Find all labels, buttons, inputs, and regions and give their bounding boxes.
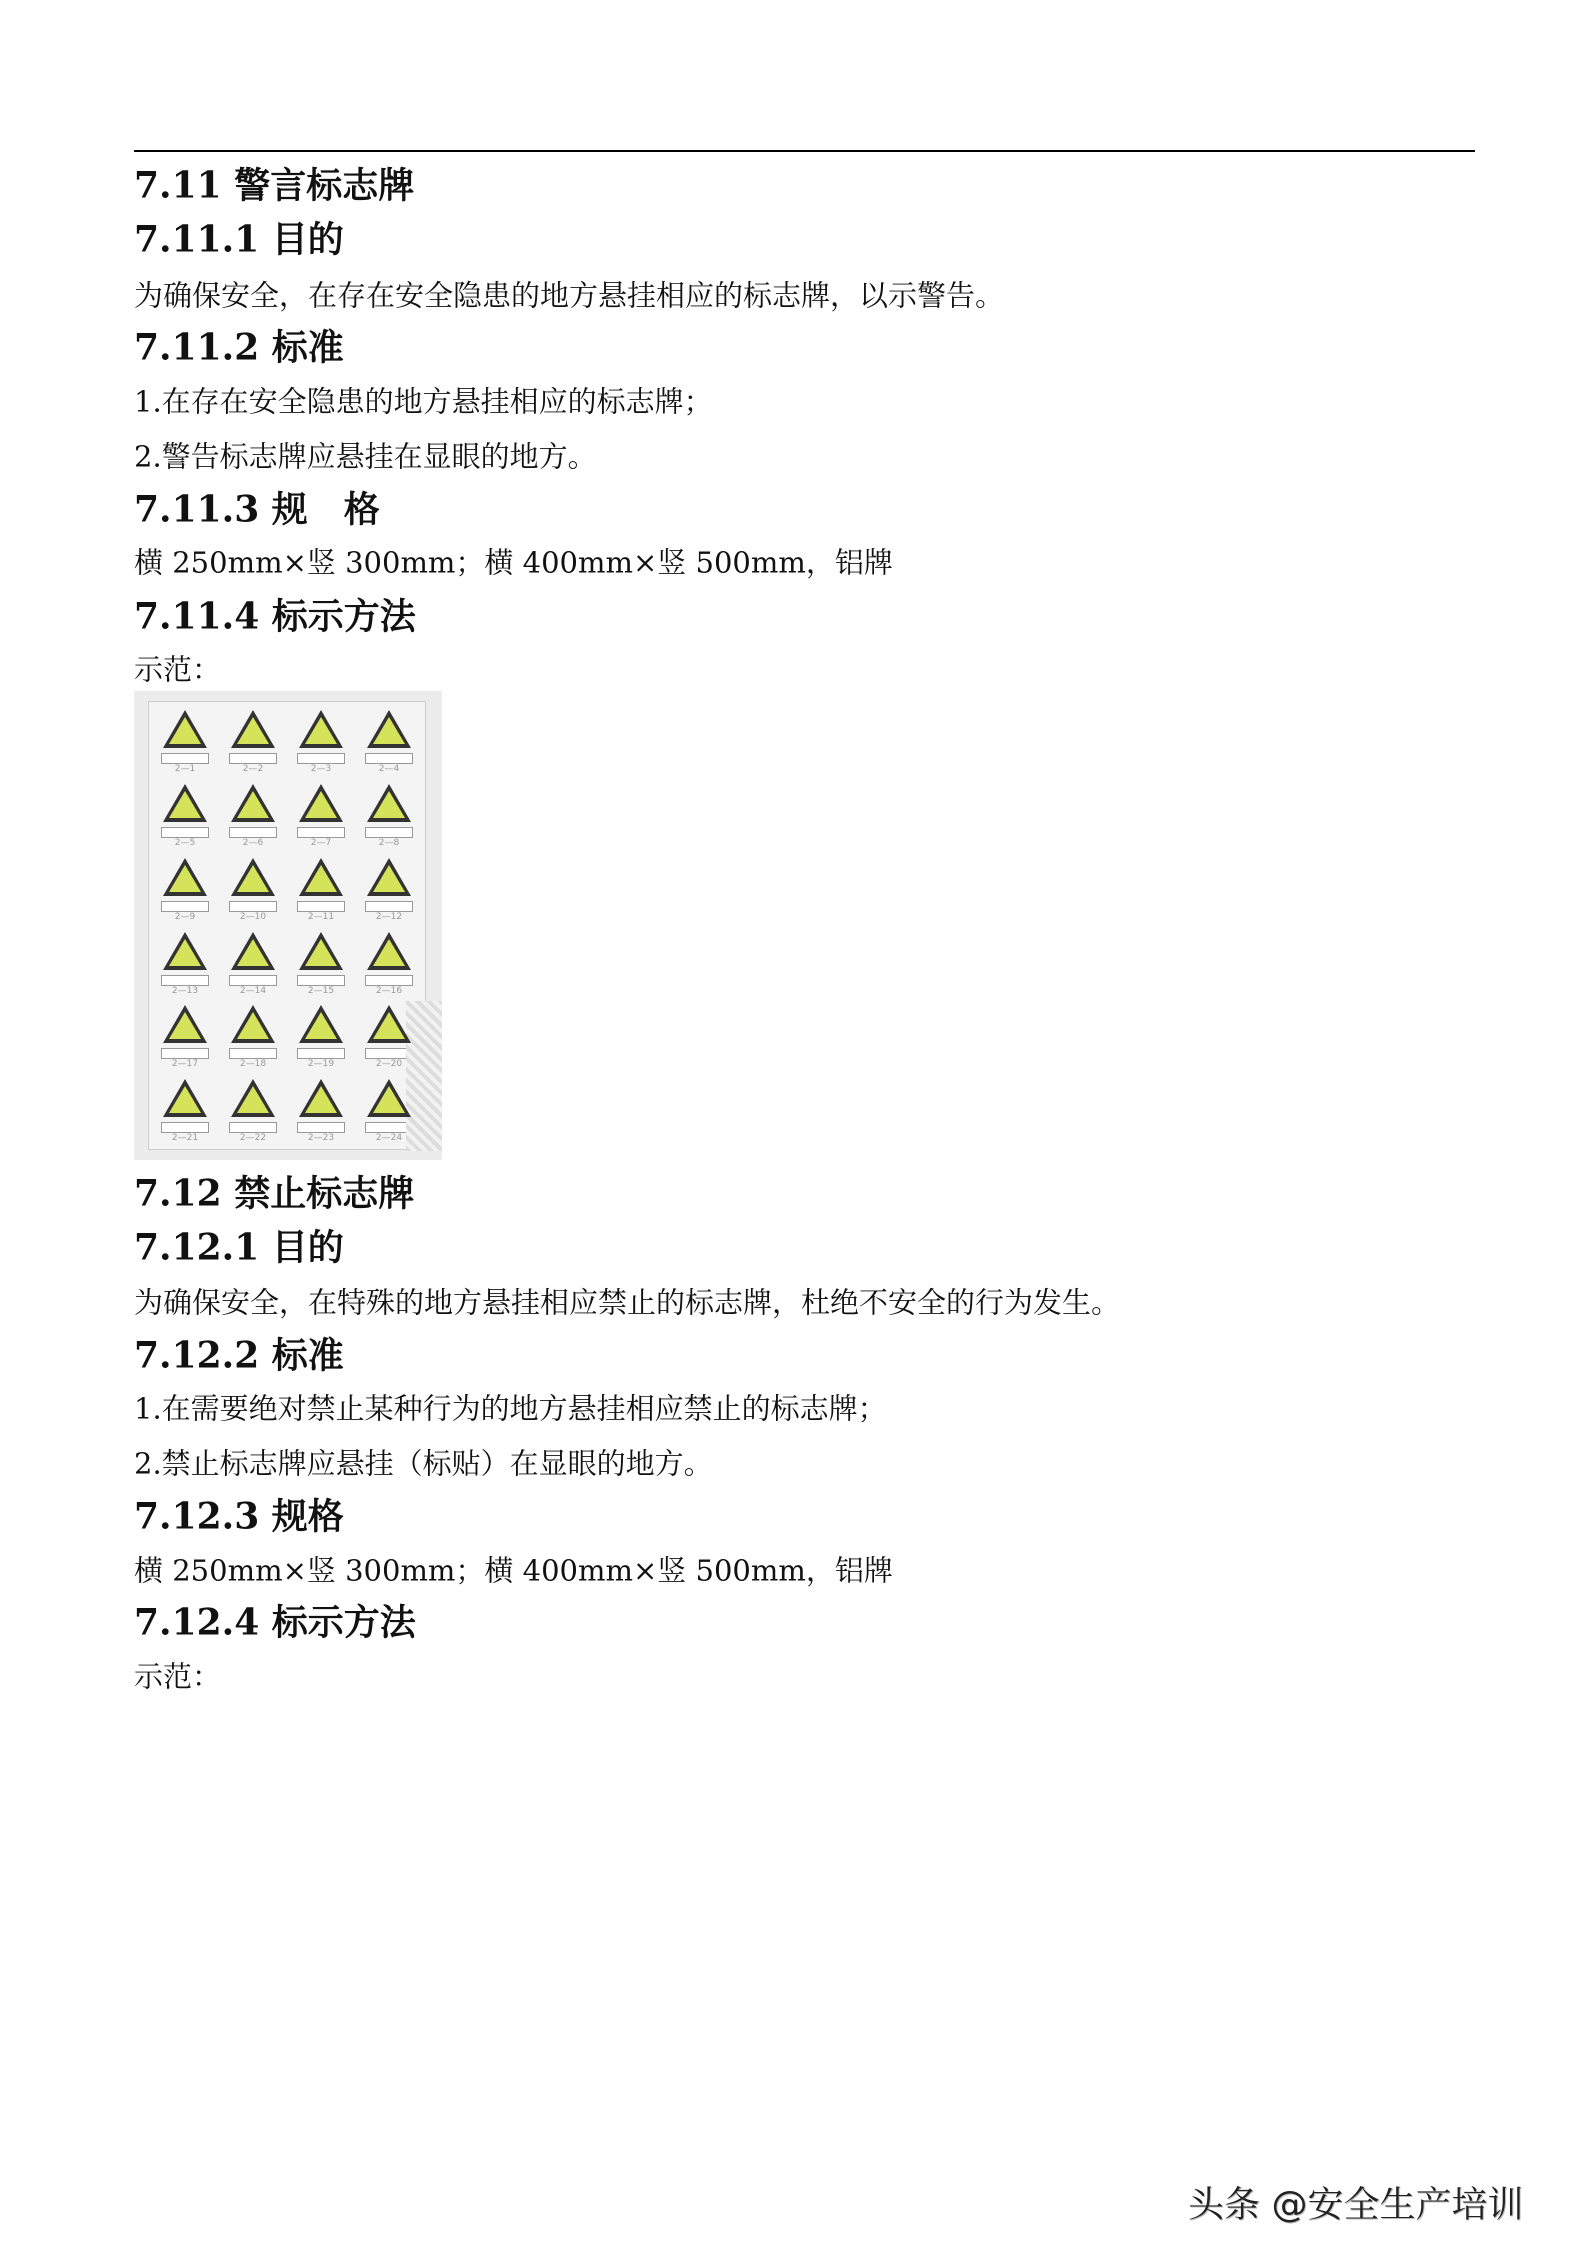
warning-triangle-icon <box>367 710 411 748</box>
warning-sign <box>289 706 353 776</box>
sign-label-plate <box>297 1122 345 1133</box>
sign-label-plate <box>229 827 277 838</box>
warning-triangle-icon <box>163 858 207 896</box>
warning-sign <box>221 706 285 776</box>
standard-item: 1.在存在安全隐患的地方悬挂相应的标志牌； <box>134 384 713 419</box>
warning-triangle-icon <box>299 784 343 822</box>
warning-triangle-icon <box>163 1079 207 1117</box>
section-heading: 7.12 禁止标志牌 <box>134 1172 415 1215</box>
warning-triangle-icon <box>163 784 207 822</box>
sign-number: 2—18 <box>239 1059 267 1070</box>
purpose-text: 为确保安全，在存在安全隐患的地方悬挂相应的标志牌，以示警告。 <box>134 278 1005 313</box>
sign-number: 2—22 <box>239 1133 267 1144</box>
warning-sign <box>153 1075 217 1145</box>
sign-label-plate <box>365 753 413 764</box>
sign-number: 2—12 <box>375 911 403 922</box>
sign-number: 2—17 <box>171 1059 199 1070</box>
sign-label-plate <box>161 1122 209 1133</box>
warning-triangle-icon <box>367 1079 411 1117</box>
warning-sign <box>153 706 217 776</box>
sign-label-plate <box>297 975 345 986</box>
sign-number: 2—21 <box>171 1133 199 1144</box>
warning-sign <box>289 1075 353 1145</box>
warning-triangle-icon <box>367 932 411 970</box>
warning-sign <box>357 706 421 776</box>
warning-signs-photo <box>134 691 442 1160</box>
purpose-heading: 7.11.1 目的 <box>134 218 344 261</box>
sign-label-plate <box>161 827 209 838</box>
standard-heading: 7.11.2 标准 <box>134 326 344 369</box>
warning-triangle-icon <box>367 858 411 896</box>
warning-sign <box>357 928 421 998</box>
warning-sign <box>221 854 285 924</box>
sign-label-plate <box>365 975 413 986</box>
warning-triangle-icon <box>299 1079 343 1117</box>
sign-number: 2—20 <box>375 1059 403 1070</box>
sign-number: 2—24 <box>375 1133 403 1144</box>
warning-triangle-icon <box>163 932 207 970</box>
warning-sign <box>221 1075 285 1145</box>
warning-triangle-icon <box>163 710 207 748</box>
warning-triangle-icon <box>231 784 275 822</box>
sign-label-plate <box>229 975 277 986</box>
warning-triangle-icon <box>299 858 343 896</box>
sign-number: 2—5 <box>174 837 196 848</box>
pattern-decoration <box>406 1001 442 1151</box>
warning-sign <box>357 854 421 924</box>
sign-number: 2—14 <box>239 985 267 996</box>
warning-sign <box>289 928 353 998</box>
warning-triangle-icon <box>299 1005 343 1043</box>
sign-label-plate <box>229 901 277 912</box>
sign-label-plate <box>297 1048 345 1059</box>
sign-number: 2—13 <box>171 985 199 996</box>
warning-triangle-icon <box>231 710 275 748</box>
warning-triangle-icon <box>231 858 275 896</box>
warning-triangle-icon <box>367 784 411 822</box>
sign-label-plate <box>297 901 345 912</box>
example-label: 示范： <box>134 652 222 687</box>
purpose-text: 为确保安全，在特殊的地方悬挂相应禁止的标志牌，杜绝不安全的行为发生。 <box>134 1285 1121 1320</box>
spec-text: 横 250mm×竖 300mm；横 400mm×竖 500mm，铝牌 <box>134 1553 893 1588</box>
warning-sign <box>221 928 285 998</box>
sign-label-plate <box>229 753 277 764</box>
warning-triangle-icon <box>299 932 343 970</box>
sign-label-plate <box>161 753 209 764</box>
sign-label-plate <box>229 1122 277 1133</box>
warning-sign <box>289 854 353 924</box>
warning-sign <box>289 1001 353 1071</box>
warning-sign <box>357 780 421 850</box>
watermark: 头条 @安全生产培训 <box>1188 2184 1524 2226</box>
warning-triangle-icon <box>299 710 343 748</box>
sign-number: 2—2 <box>242 764 264 774</box>
warning-signs-grid <box>148 701 426 1150</box>
sign-number: 2—7 <box>310 837 332 848</box>
spec-text: 横 250mm×竖 300mm；横 400mm×竖 500mm，铝牌 <box>134 545 893 580</box>
sign-label-plate <box>297 753 345 764</box>
warning-sign <box>221 780 285 850</box>
purpose-heading: 7.12.1 目的 <box>134 1226 344 1269</box>
warning-sign <box>289 780 353 850</box>
example-label: 示范： <box>134 1659 222 1694</box>
sign-number: 2—10 <box>239 911 267 922</box>
header-rule <box>134 150 1475 152</box>
section-heading: 7.11 警言标志牌 <box>134 164 415 207</box>
sign-label-plate <box>365 901 413 912</box>
warning-triangle-icon <box>231 1079 275 1117</box>
warning-triangle-icon <box>367 1005 411 1043</box>
spec-heading: 7.12.3 规格 <box>134 1495 344 1538</box>
sign-number: 2—1 <box>174 764 196 774</box>
sign-label-plate <box>297 827 345 838</box>
sign-number: 2—4 <box>378 764 400 774</box>
sign-number: 2—23 <box>307 1133 335 1144</box>
sign-number: 2—6 <box>242 837 264 848</box>
sign-number: 2—9 <box>174 911 196 922</box>
sign-number: 2—11 <box>307 911 335 922</box>
sign-number: 2—3 <box>310 764 332 774</box>
spec-heading: 7.11.3 规 格 <box>134 488 380 531</box>
warning-sign <box>153 780 217 850</box>
sign-number: 2—16 <box>375 985 403 996</box>
standard-heading: 7.12.2 标准 <box>134 1334 344 1377</box>
sign-number: 2—8 <box>378 837 400 848</box>
sign-label-plate <box>229 1048 277 1059</box>
standard-item: 2.警告标志牌应悬挂在显眼的地方。 <box>134 439 597 474</box>
sign-label-plate <box>161 901 209 912</box>
method-heading: 7.11.4 标示方法 <box>134 595 416 638</box>
warning-sign <box>153 854 217 924</box>
standard-item: 2.禁止标志牌应悬挂（标贴）在显眼的地方。 <box>134 1446 713 1481</box>
sign-label-plate <box>161 1048 209 1059</box>
method-heading: 7.12.4 标示方法 <box>134 1601 416 1644</box>
sign-label-plate <box>365 827 413 838</box>
sign-number: 2—19 <box>307 1059 335 1070</box>
warning-sign <box>153 928 217 998</box>
warning-triangle-icon <box>231 932 275 970</box>
warning-sign <box>153 1001 217 1071</box>
sign-number: 2—15 <box>307 985 335 996</box>
warning-triangle-icon <box>231 1005 275 1043</box>
warning-sign <box>221 1001 285 1071</box>
sign-label-plate <box>161 975 209 986</box>
warning-triangle-icon <box>163 1005 207 1043</box>
standard-item: 1.在需要绝对禁止某种行为的地方悬挂相应禁止的标志牌； <box>134 1391 887 1426</box>
